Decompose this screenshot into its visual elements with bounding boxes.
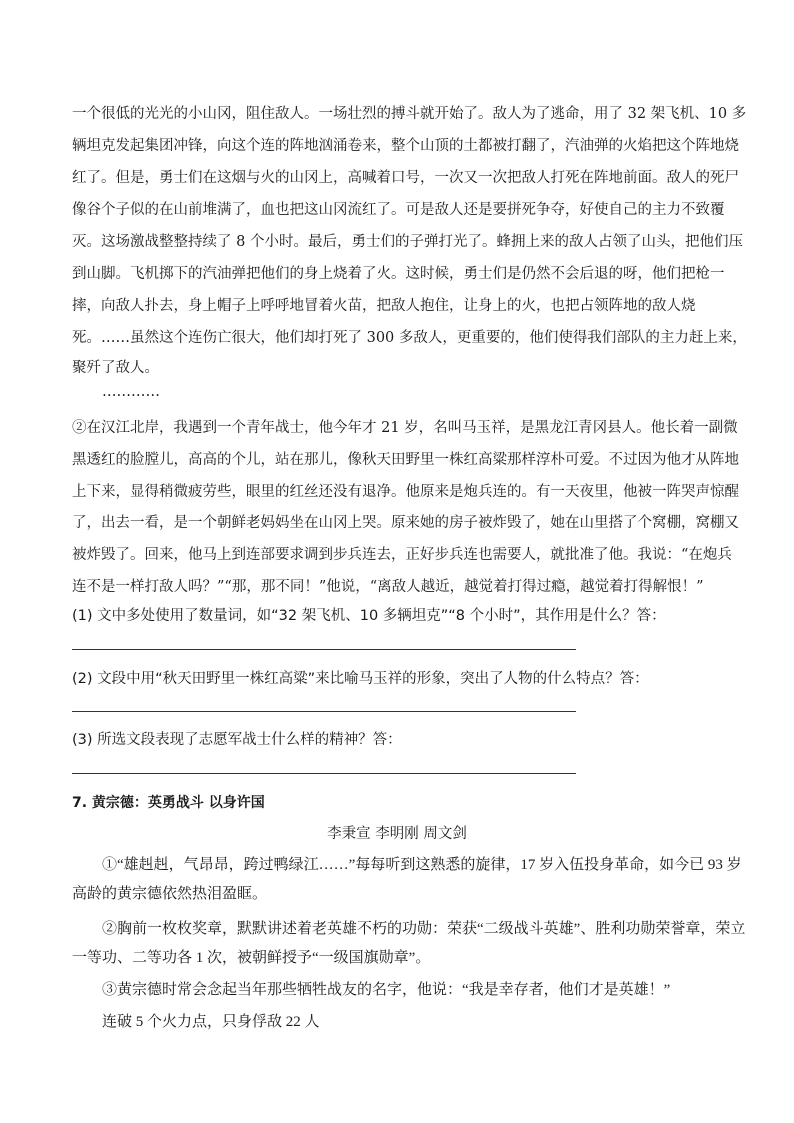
paragraph-line: ①“雄赳赳，气昂昂，跨过鸭绿江……”每每听到这熟悉的旋律，17 岁入伍投身革命，如今已 93 岁: [102, 857, 742, 873]
paragraph-line: 一等功、二等功各 1 次，被朝鲜授予“一级国旗勋章”。: [72, 950, 431, 966]
passage-a-line: 到山脚。飞机掷下的汽油弹把他们的身上烧着了火。这时候，勇士们是仍然不会后退的呀，他们把枪一: [72, 266, 725, 282]
passage-a-line: 像谷个子似的在山前堆满了，血也把这山冈流红了。可是敌人还是要拼死争夺，好使自己的主力不致覆: [72, 202, 725, 218]
question-1: (1) 文中多处使用了数量词，如“32 架飞机、10 多辆坦克”“8 个小时”，其作用是什么？答：: [72, 608, 666, 624]
passage-a-line: 红了。但是，勇士们在这烟与火的山冈上，高喊着口号，一次又一次把敌人打死在阵地前面。敌人的死尸: [72, 170, 739, 186]
passage-b-line: 上下来，显得稍微疲劳些，眼里的红丝还没有退净。他原来是炮兵连的。有一天夜里，他被一阵哭声惊醒: [72, 484, 739, 500]
answer-line-3[interactable]: [72, 773, 576, 774]
passage-b-line: ②在汉江北岸，我遇到一个青年战士，他今年才 21 岁，名叫马玉祥，是黑龙江青冈县人。他长着一副微: [72, 420, 738, 436]
passage-a-line: 灭。这场激战整整持续了 8 个小时。最后，勇士们的子弹打光了。蜂拥上来的敌人占领了山头，把他们压: [72, 234, 743, 250]
section-title: 7. 黄宗德：英勇战斗 以身许国: [72, 795, 265, 811]
passage-b-line: 被炸毁了。回来，他马上到连部要求调到步兵连去，正好步兵连也需要人，就批准了他。我说：“在炮兵: [72, 547, 732, 563]
answer-line-1[interactable]: [72, 649, 576, 650]
subheading: 连破 5 个火力点，只身俘敌 22 人: [102, 1014, 320, 1030]
passage-b-line: 连不是一样打敌人吗？”“那，那不同！”他说，“离敌人越近，越觉着打得过瘾，越觉着打得解恨！”: [72, 579, 704, 595]
passage-a-line: 辆坦克发起集团冲锋，向这个连的阵地汹涌卷来，整个山顶的土都被打翻了，汽油弹的火焰把这个阵地烧: [72, 138, 739, 154]
paragraph-line: 高龄的黄宗德依然热泪盈眶。: [72, 886, 268, 902]
paragraph-line: ③黄宗德时常会念起当年那些牺牲战友的名字，他说：“我是幸存者，他们才是英雄！”: [102, 982, 671, 998]
answer-line-2[interactable]: [72, 711, 576, 712]
authors: 李秉宣 李明刚 周文剑: [327, 826, 467, 842]
passage-ellipsis: …………: [102, 384, 160, 400]
paragraph-line: ②胸前一枚枚奖章，默默讲述着老英雄不朽的功勋：荣获“二级战斗英雄”、胜利功勋荣誉章，荣立: [102, 921, 746, 937]
passage-b-line: 黑透红的脸膛儿，高高的个儿，站在那儿，像秋天田野里一株红高粱那样淳朴可爱。不过因为他才从阵地: [72, 452, 739, 468]
passage-a-line: 一个很低的光光的小山冈，阻住敌人。一场壮烈的搏斗就开始了。敌人为了逃命，用了 32 架飞机、10 多: [72, 106, 747, 122]
passage-a-line: 聚歼了敌人。: [72, 360, 159, 376]
passage-a-line: 死。……虽然这个连伤亡很大，他们却打死了 300 多敌人，更重要的，他们使得我们部队的主力赶上来，: [72, 330, 747, 346]
question-3: (3) 所选文段表现了志愿军战士什么样的精神？答：: [72, 732, 402, 748]
passage-a-line: 摔，向敌人扑去，身上帽子上呼呼地冒着火苗，把敌人抱住，让身上的火，也把占领阵地的敌人烧: [72, 298, 696, 314]
question-2: (2) 文段中用“秋天田野里一株红高粱”来比喻马玉祥的形象，突出了人物的什么特点？答：: [72, 671, 649, 687]
passage-b-line: 了，出去一看，是一个朝鲜老妈妈坐在山冈上哭。原来她的房子被炸毁了，她在山里搭了个窝棚，窝棚又: [72, 515, 739, 531]
